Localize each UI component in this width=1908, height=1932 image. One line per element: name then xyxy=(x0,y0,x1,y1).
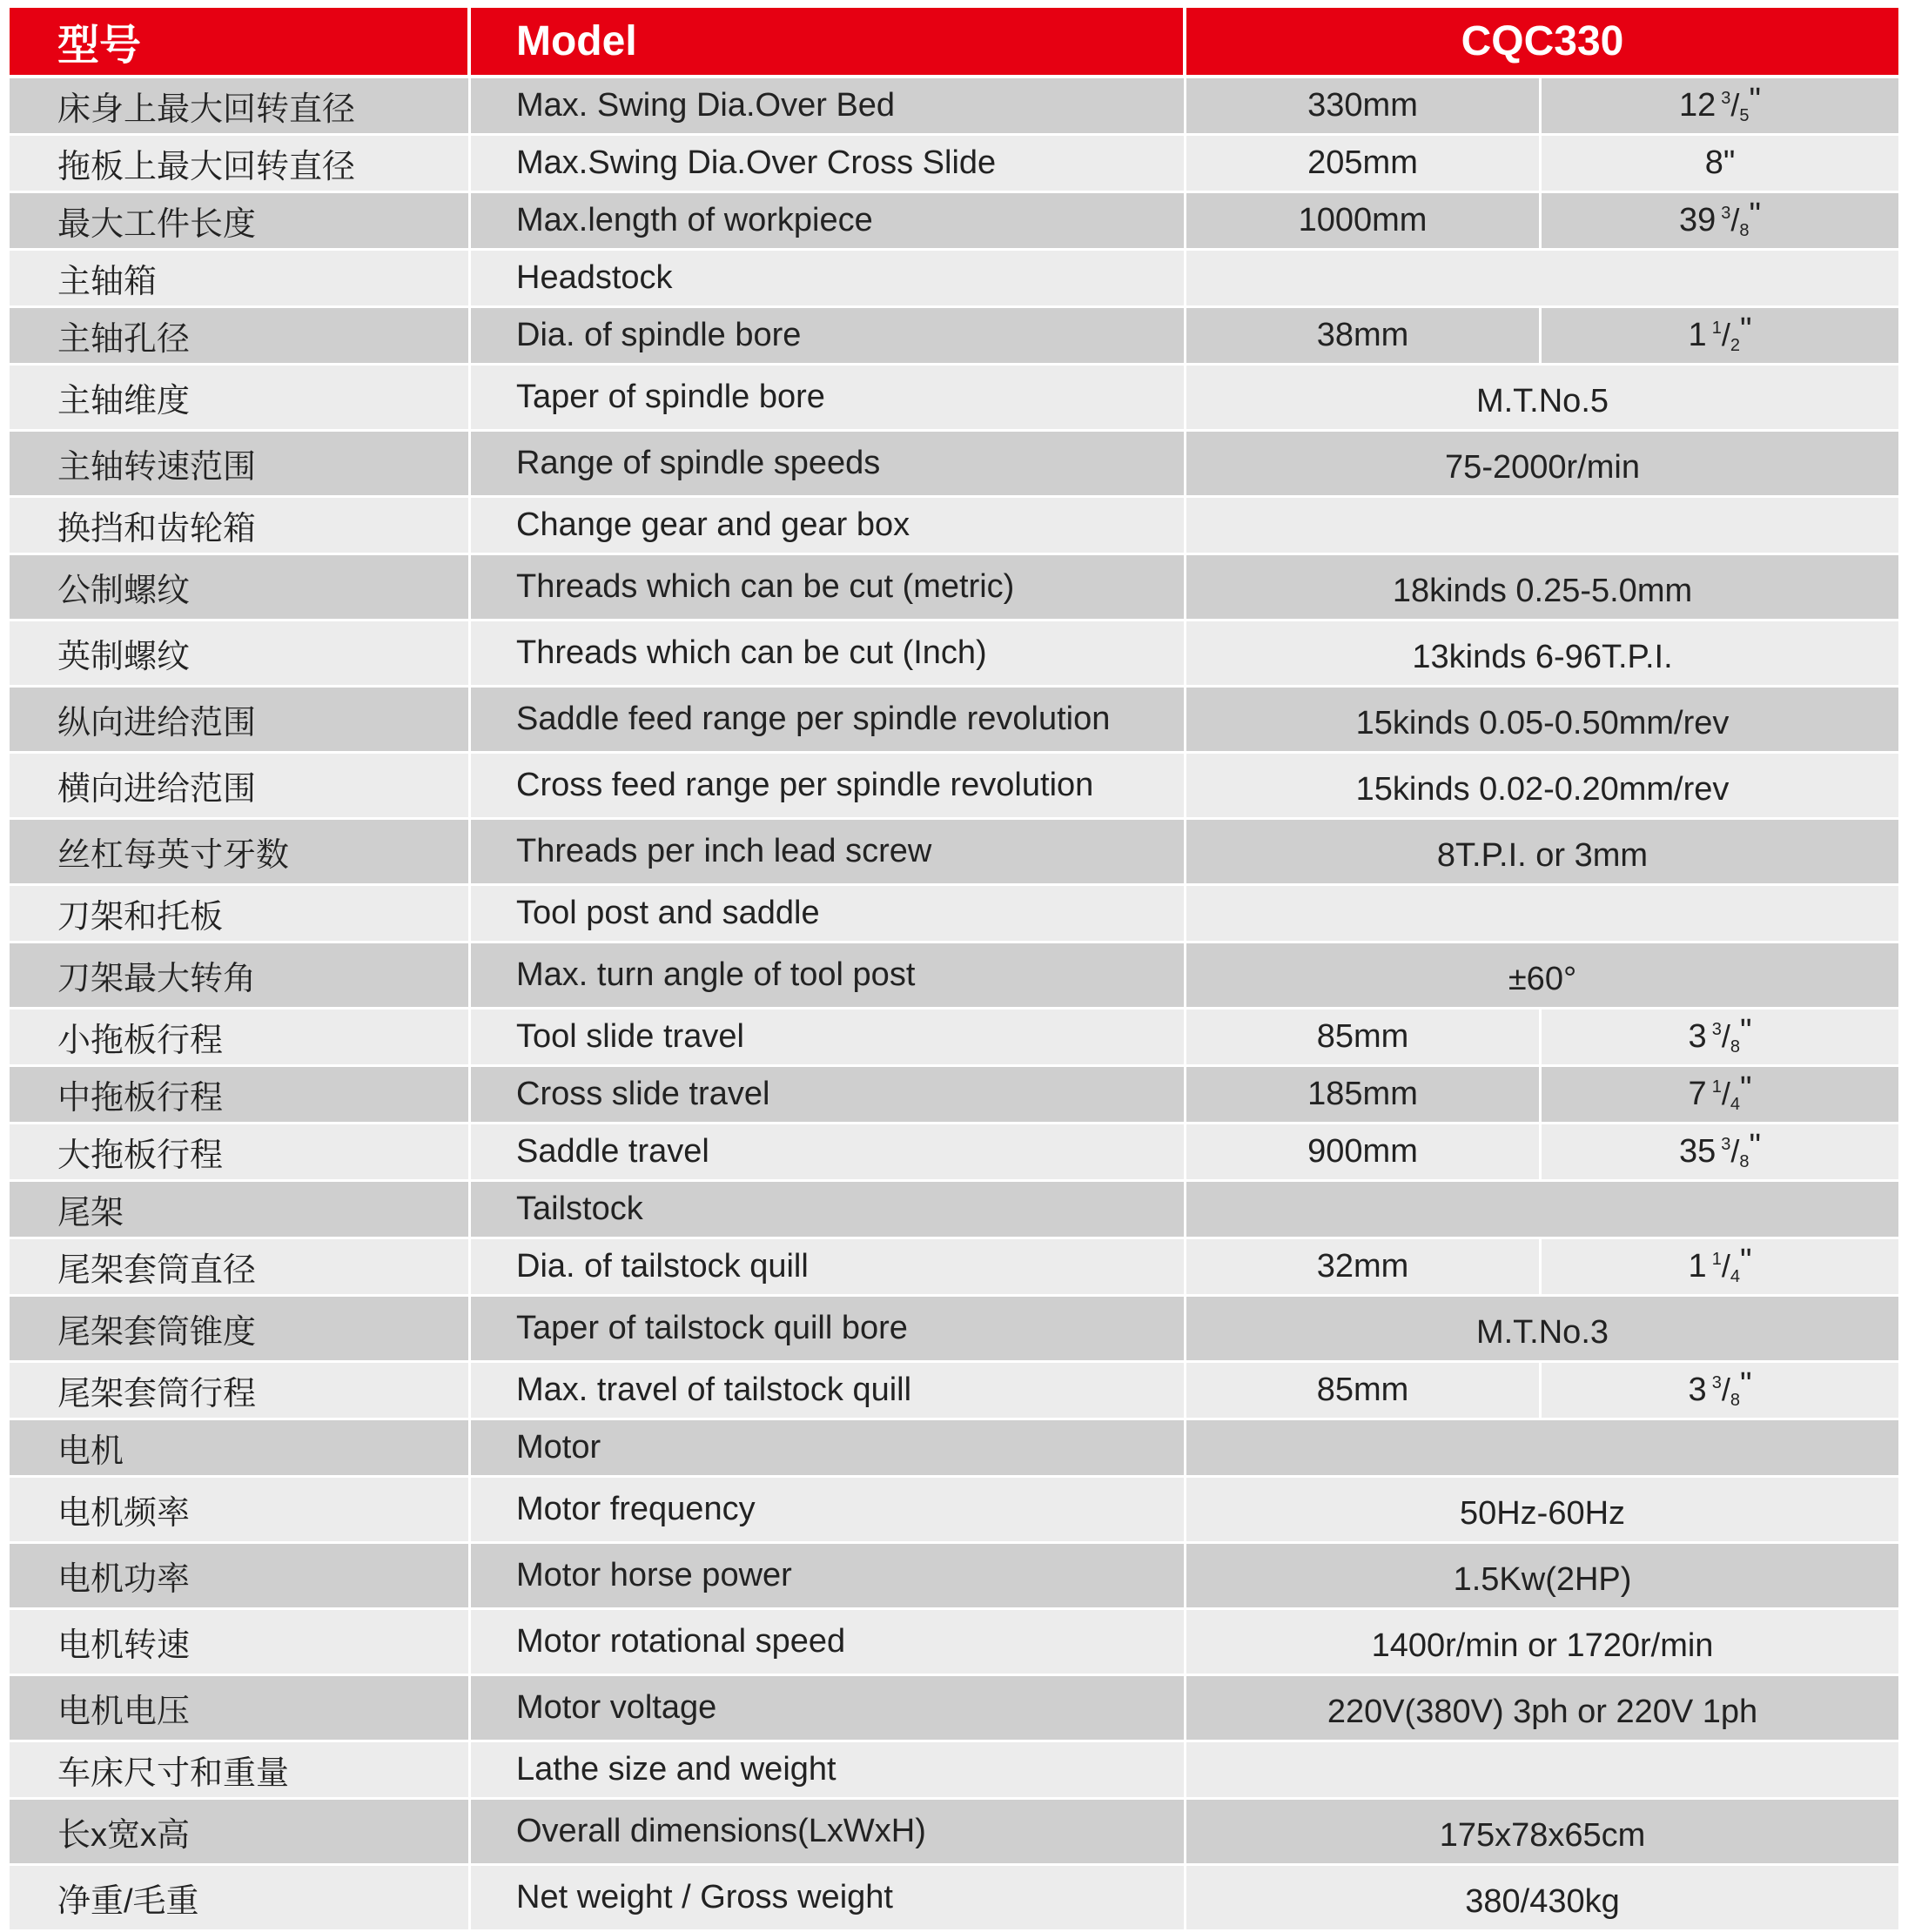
spec-row xyxy=(10,193,1898,251)
spec-label-cn: 车床尺寸和重量 xyxy=(10,1742,471,1800)
spec-row xyxy=(10,820,1898,886)
imperial-fraction xyxy=(1688,1013,1752,1057)
spec-label-en: Tool slide travel xyxy=(471,1010,1186,1067)
fraction-numerator: 3 xyxy=(1721,204,1731,223)
spec-label-en: Motor voltage xyxy=(471,1676,1186,1742)
spec-value-metric: 330mm xyxy=(1186,78,1542,136)
inch-mark: " xyxy=(1739,312,1752,348)
spec-label-en: Motor horse power xyxy=(471,1544,1186,1610)
spec-label-en: Max. turn angle of tool post xyxy=(471,943,1186,1010)
spec-value-imperial xyxy=(1542,1010,1898,1067)
spec-row xyxy=(10,432,1898,498)
spec-label-cn: 电机功率 xyxy=(10,1544,471,1610)
spec-label-en: Tool post and saddle xyxy=(471,886,1186,943)
spec-label-en: Range of spindle speeds xyxy=(471,432,1186,498)
spec-label-cn: 拖板上最大回转直径 xyxy=(10,136,471,193)
spec-label-en: Max. travel of tailstock quill xyxy=(471,1363,1186,1420)
imperial-fraction xyxy=(1678,197,1762,240)
fraction-whole: 3 xyxy=(1688,1018,1707,1055)
spec-label-en: Taper of spindle bore xyxy=(471,366,1186,432)
spec-row xyxy=(10,555,1898,621)
spec-value: 13kinds 6-96T.P.I. xyxy=(1186,621,1898,688)
spec-label-cn: 长x宽x高 xyxy=(10,1800,471,1866)
spec-body xyxy=(10,78,1898,1932)
spec-label-cn: 尾架 xyxy=(10,1182,471,1239)
spec-row xyxy=(10,1239,1898,1297)
spec-value-imperial xyxy=(1542,1239,1898,1297)
fraction-numerator: 1 xyxy=(1711,1077,1722,1097)
spec-value: M.T.No.5 xyxy=(1186,366,1898,432)
imperial-fraction xyxy=(1688,1243,1752,1286)
spec-label-en: Motor xyxy=(471,1420,1186,1478)
spec-row xyxy=(10,1610,1898,1676)
fraction-denominator: 5 xyxy=(1739,106,1750,125)
spec-label-en: Dia. of spindle bore xyxy=(471,308,1186,366)
spec-row xyxy=(10,1676,1898,1742)
spec-row xyxy=(10,1866,1898,1932)
fraction-slash: / xyxy=(1730,202,1740,238)
fraction-denominator: 8 xyxy=(1730,1391,1740,1410)
imperial-fraction xyxy=(1678,82,1762,125)
spec-row xyxy=(10,754,1898,820)
spec-label-en: Cross slide travel xyxy=(471,1067,1186,1124)
spec-value: 15kinds 0.02-0.20mm/rev xyxy=(1186,754,1898,820)
fraction-slash: / xyxy=(1730,1133,1740,1169)
spec-row xyxy=(10,688,1898,754)
header-model: CQC330 xyxy=(1186,8,1898,78)
header-row xyxy=(10,8,1898,78)
spec-label-cn: 主轴孔径 xyxy=(10,308,471,366)
spec-label-en: Motor frequency xyxy=(471,1478,1186,1544)
spec-value-imperial xyxy=(1542,136,1898,193)
spec-row xyxy=(10,1124,1898,1182)
fraction-numerator: 1 xyxy=(1711,1250,1722,1269)
header-cn: 型号 xyxy=(10,8,471,78)
inch-mark: " xyxy=(1749,82,1762,118)
spec-label-en: Tailstock xyxy=(471,1182,1186,1239)
spec-label-cn: 尾架套筒行程 xyxy=(10,1363,471,1420)
spec-label-cn: 主轴维度 xyxy=(10,366,471,432)
spec-label-en: Cross feed range per spindle revolution xyxy=(471,754,1186,820)
spec-row xyxy=(10,886,1898,943)
spec-label-cn: 中拖板行程 xyxy=(10,1067,471,1124)
spec-label-en: Threads which can be cut (Inch) xyxy=(471,621,1186,688)
spec-value: ±60° xyxy=(1186,943,1898,1010)
fraction-whole: 12 xyxy=(1678,87,1717,124)
spec-label-en: Net weight / Gross weight xyxy=(471,1866,1186,1932)
fraction-whole: 3 xyxy=(1688,1372,1707,1408)
fraction-whole: 8" xyxy=(1704,144,1736,181)
fraction-numerator: 1 xyxy=(1711,319,1722,338)
spec-value: M.T.No.3 xyxy=(1186,1297,1898,1363)
section-empty-cell xyxy=(1186,1420,1898,1478)
spec-value-metric: 185mm xyxy=(1186,1067,1542,1124)
spec-row xyxy=(10,1067,1898,1124)
fraction-whole: 7 xyxy=(1688,1076,1707,1112)
spec-value-metric: 38mm xyxy=(1186,308,1542,366)
spec-label-en: Threads per inch lead screw xyxy=(471,820,1186,886)
fraction-slash: / xyxy=(1721,1076,1730,1111)
spec-row xyxy=(10,943,1898,1010)
spec-row xyxy=(10,78,1898,136)
spec-label-cn: 大拖板行程 xyxy=(10,1124,471,1182)
spec-label-cn: 净重/毛重 xyxy=(10,1866,471,1932)
spec-row xyxy=(10,366,1898,432)
spec-label-cn: 刀架最大转角 xyxy=(10,943,471,1010)
fraction-slash: / xyxy=(1721,1018,1730,1054)
spec-value-metric: 85mm xyxy=(1186,1363,1542,1420)
inch-mark: " xyxy=(1749,197,1762,233)
inch-mark: " xyxy=(1739,1070,1752,1107)
spec-label-cn: 主轴箱 xyxy=(10,251,471,308)
spec-row xyxy=(10,1742,1898,1800)
inch-mark: " xyxy=(1739,1243,1752,1279)
fraction-denominator: 2 xyxy=(1730,336,1740,355)
spec-label-cn: 丝杠每英寸牙数 xyxy=(10,820,471,886)
fraction-numerator: 3 xyxy=(1721,1135,1731,1154)
spec-label-cn: 公制螺纹 xyxy=(10,555,471,621)
spec-value-imperial xyxy=(1542,1363,1898,1420)
imperial-fraction xyxy=(1688,312,1752,355)
spec-row xyxy=(10,1420,1898,1478)
spec-row xyxy=(10,1363,1898,1420)
spec-value: 1.5Kw(2HP) xyxy=(1186,1544,1898,1610)
imperial-fraction xyxy=(1688,1366,1752,1410)
inch-mark: " xyxy=(1739,1013,1752,1050)
spec-label-en: Taper of tailstock quill bore xyxy=(471,1297,1186,1363)
spec-value-imperial xyxy=(1542,1067,1898,1124)
spec-value: 50Hz-60Hz xyxy=(1186,1478,1898,1544)
spec-row xyxy=(10,1297,1898,1363)
spec-label-en: Dia. of tailstock quill xyxy=(471,1239,1186,1297)
spec-label-cn: 电机 xyxy=(10,1420,471,1478)
spec-label-en: Motor rotational speed xyxy=(471,1610,1186,1676)
spec-label-en: Threads which can be cut (metric) xyxy=(471,555,1186,621)
spec-row xyxy=(10,1010,1898,1067)
fraction-slash: / xyxy=(1721,1372,1730,1407)
fraction-denominator: 4 xyxy=(1730,1267,1740,1286)
spec-row xyxy=(10,1478,1898,1544)
spec-label-cn: 刀架和托板 xyxy=(10,886,471,943)
fraction-denominator: 8 xyxy=(1730,1037,1740,1057)
fraction-whole: 39 xyxy=(1678,202,1717,238)
fraction-whole: 35 xyxy=(1678,1133,1717,1170)
spec-value-metric: 1000mm xyxy=(1186,193,1542,251)
section-empty-cell xyxy=(1186,498,1898,555)
spec-label-cn: 英制螺纹 xyxy=(10,621,471,688)
fraction-slash: / xyxy=(1730,87,1740,123)
spec-label-cn: 电机电压 xyxy=(10,1676,471,1742)
spec-row xyxy=(10,251,1898,308)
fraction-denominator: 8 xyxy=(1739,1152,1750,1171)
spec-row xyxy=(10,1544,1898,1610)
spec-value-imperial xyxy=(1542,193,1898,251)
section-empty-cell xyxy=(1186,1742,1898,1800)
spec-value: 1400r/min or 1720r/min xyxy=(1186,1610,1898,1676)
spec-label-cn: 电机转速 xyxy=(10,1610,471,1676)
spec-label-cn: 尾架套筒直径 xyxy=(10,1239,471,1297)
spec-row xyxy=(10,498,1898,555)
fraction-denominator: 8 xyxy=(1739,221,1750,240)
spec-value-metric: 85mm xyxy=(1186,1010,1542,1067)
fraction-numerator: 3 xyxy=(1721,89,1731,108)
header-en: Model xyxy=(471,8,1186,78)
fraction-numerator: 3 xyxy=(1711,1020,1722,1039)
fraction-denominator: 4 xyxy=(1730,1095,1740,1114)
section-empty-cell xyxy=(1186,886,1898,943)
section-empty-cell xyxy=(1186,251,1898,308)
spec-label-cn: 换挡和齿轮箱 xyxy=(10,498,471,555)
spec-label-en: Max.Swing Dia.Over Cross Slide xyxy=(471,136,1186,193)
spec-label-en: Max.length of workpiece xyxy=(471,193,1186,251)
inch-mark: " xyxy=(1739,1366,1752,1403)
imperial-fraction xyxy=(1688,1070,1752,1114)
fraction-slash: / xyxy=(1721,317,1730,352)
spec-row xyxy=(10,308,1898,366)
spec-row xyxy=(10,621,1898,688)
fraction-numerator: 3 xyxy=(1711,1373,1722,1392)
spec-row xyxy=(10,136,1898,193)
fraction-whole: 1 xyxy=(1688,317,1707,353)
spec-label-en: Headstock xyxy=(471,251,1186,308)
spec-label-cn: 横向进给范围 xyxy=(10,754,471,820)
spec-row xyxy=(10,1800,1898,1866)
spec-label-cn: 主轴转速范围 xyxy=(10,432,471,498)
spec-value: 175x78x65cm xyxy=(1186,1800,1898,1866)
imperial-fraction xyxy=(1705,144,1736,182)
fraction-slash: / xyxy=(1721,1248,1730,1284)
spec-value-metric: 32mm xyxy=(1186,1239,1542,1297)
spec-label-cn: 电机频率 xyxy=(10,1478,471,1544)
spec-value: 380/430kg xyxy=(1186,1866,1898,1932)
spec-value-imperial xyxy=(1542,1124,1898,1182)
fraction-whole: 1 xyxy=(1688,1248,1707,1285)
spec-label-en: Saddle feed range per spindle revolution xyxy=(471,688,1186,754)
spec-label-cn: 床身上最大回转直径 xyxy=(10,78,471,136)
inch-mark: " xyxy=(1749,1128,1762,1164)
spec-label-en: Overall dimensions(LxWxH) xyxy=(471,1800,1186,1866)
spec-label-cn: 最大工件长度 xyxy=(10,193,471,251)
spec-table xyxy=(10,8,1898,1932)
spec-value-imperial xyxy=(1542,78,1898,136)
spec-label-en: Lathe size and weight xyxy=(471,1742,1186,1800)
spec-value: 220V(380V) 3ph or 220V 1ph xyxy=(1186,1676,1898,1742)
spec-label-cn: 纵向进给范围 xyxy=(10,688,471,754)
spec-label-cn: 小拖板行程 xyxy=(10,1010,471,1067)
spec-value: 18kinds 0.25-5.0mm xyxy=(1186,555,1898,621)
spec-label-cn: 尾架套筒锥度 xyxy=(10,1297,471,1363)
spec-value: 75-2000r/min xyxy=(1186,432,1898,498)
imperial-fraction xyxy=(1678,1128,1762,1171)
spec-value-metric: 900mm xyxy=(1186,1124,1542,1182)
spec-value: 8T.P.I. or 3mm xyxy=(1186,820,1898,886)
spec-value: 15kinds 0.05-0.50mm/rev xyxy=(1186,688,1898,754)
spec-label-en: Saddle travel xyxy=(471,1124,1186,1182)
spec-label-en: Change gear and gear box xyxy=(471,498,1186,555)
spec-label-en: Max. Swing Dia.Over Bed xyxy=(471,78,1186,136)
spec-value-imperial xyxy=(1542,308,1898,366)
spec-value-metric: 205mm xyxy=(1186,136,1542,193)
section-empty-cell xyxy=(1186,1182,1898,1239)
spec-row xyxy=(10,1182,1898,1239)
